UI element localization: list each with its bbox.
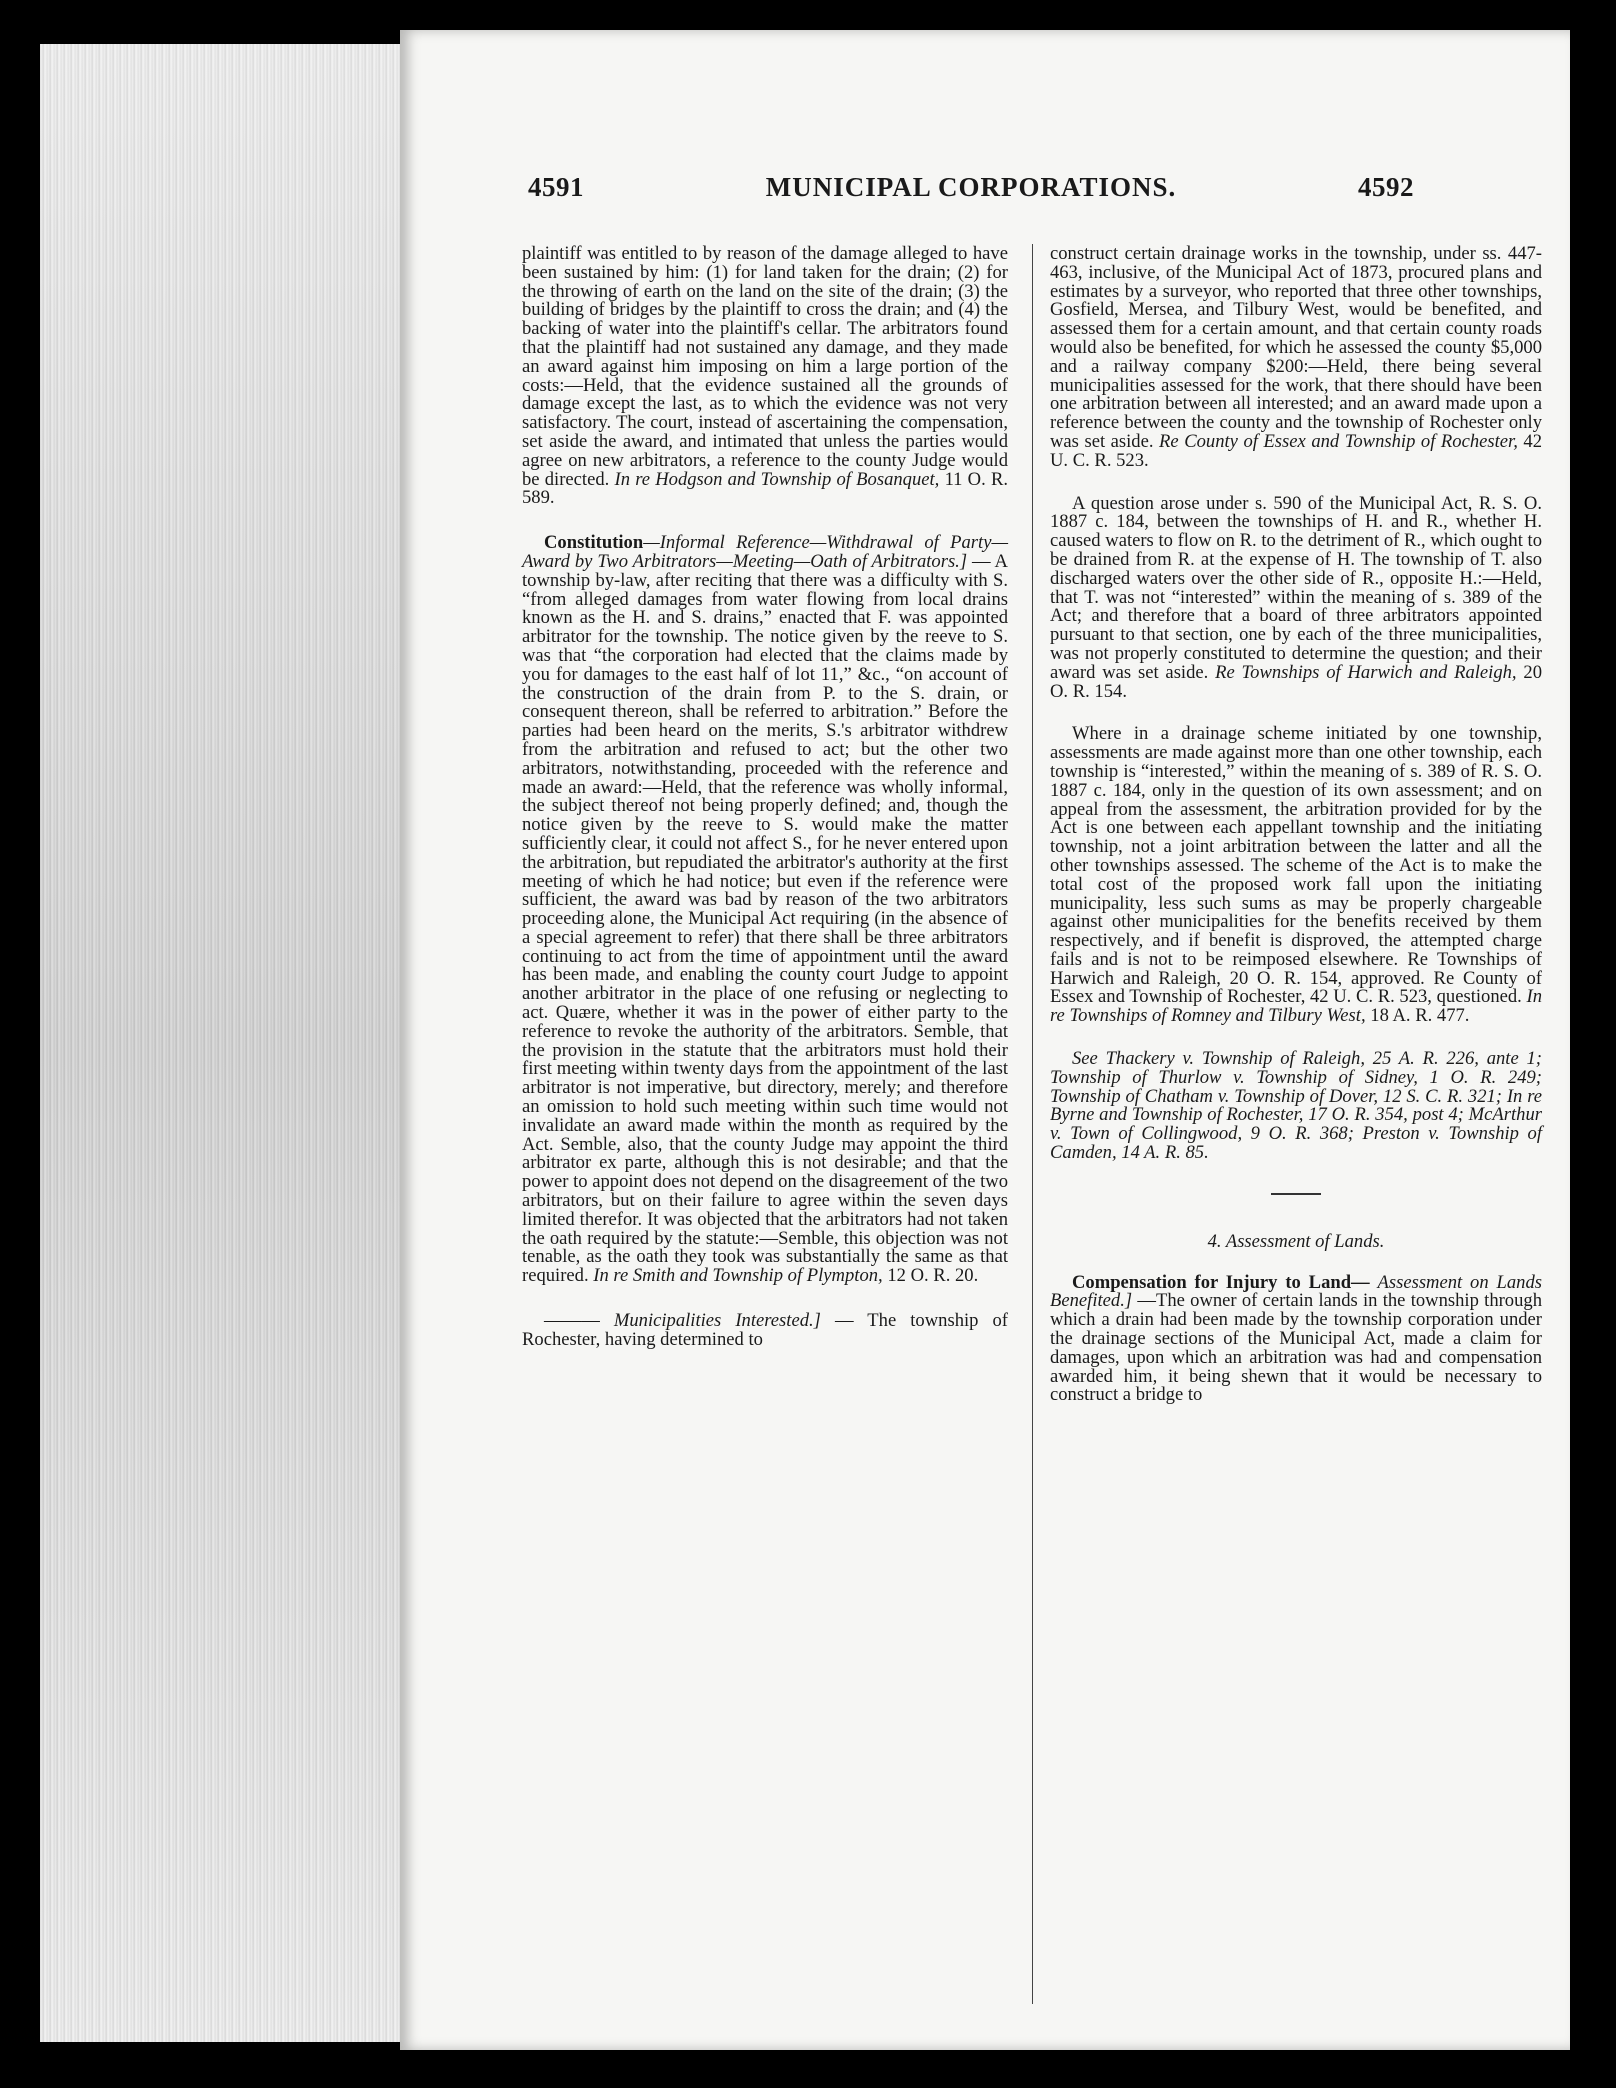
paragraph xyxy=(522,534,1008,1286)
paragraph xyxy=(1050,1050,1542,1163)
case-citation: In re Smith and Township of Plympton, xyxy=(593,1265,883,1287)
paragraph-text: — A township by-law, after reciting that there was a difficulty with S. “from alleged damages from water flowing from local drains known as the H. and S. drains,” enacted that F. was appointed arbitrator for the township. The notice given by the reeve to S. was that “the corporation had elected that the claims made by you for damages to the east half of lot 11,” &c., “on account of the construction of the drain from P. to the S. drain, or consequent thereon, shall be referred to arbitration.” Before the parties had been heard on the merits, S.'s arbitrator withdrew from the arbitration and refused to act; but the other two arbitrators, notwithstanding, proceeded with the reference and made an award:—Held, that the reference was wholly informal, the subject thereof not being properly defined; and, though the notice given by the reeve to S. would make the matter sufficiently clear, it could not affect S., for he never entered upon the arbitration, but repudiated the arbitrator's authority at the first meeting of which he had notice; but even if the reference were sufficient, the award was bad by reason of the two arbitrators proceeding alone, the Municipal Act requiring (in the absence of a special agreement to refer) that there shall be three arbitrators continuing to act from the time of appointment until the award has been made, and enabling the county court Judge to appoint another arbitrator in the place of one refusing or neglecting to act. Quære, whether it was in the power of either party to the reference to revoke the authority of the arbitrators. Semble, that the provision in the statute that the arbitrators must hold their first meeting within twenty days from the appointment of the last arbitrator is not imperative, but directory, merely; and therefore an omission to hold such meeting within such time would not invalidate an award made within the month as required by the Act. Semble, also, that the county Judge may appoint the third arbitrator ex parte, although this is not desirable; and that the power to appoint does not depend on the disagreement of the two arbitrators, but on their failure to agree within the seven days limited therefor. It was objected that the arbitrators had not taken the oath required by the statute:—Semble, this objection was not tenable, as the oath they took was substantially the same as that required. xyxy=(522,550,1008,1287)
topic-heading: Compensation for Injury to Land— xyxy=(1072,1271,1370,1293)
left-column xyxy=(522,245,1008,1350)
topic-subheading: —Informal Reference—Withdrawal of Party—Award by Two Arbitrators—Meeting—Oath of Arbitrators.] xyxy=(522,532,1008,572)
paragraph-text: —The owner of certain lands in the township through which a drain had been made by the township corporation under the drainage sections of the Municipal Act, made a claim for damages, upon which an arbitration was had and compensation awarded him, it being shewn that it would be necessary to construct a bridge to xyxy=(1050,1290,1542,1406)
paragraph-text: — The township of Rochester, having determined to xyxy=(522,1310,1009,1350)
paragraph-text: plaintiff was entitled to by reason of the damage alleged to have been sustained by him: (1) for land taken for the drain; (2) for the throwing of earth on the land on the site of the drain; (3) the building of bridges by the plaintiff to cross the drain; and (4) the backing of water into the plaintiff's cellar. The arbitrators found that the plaintiff had not sustained any damage, and they made an award against him imposing on him a large portion of the costs:—Held, that the evidence sustained all the grounds of damage except the last, as to which the evidence was not very satisfactory. The court, instead of ascertaining the compensation, set aside the award, and intimated that unless the parties would agree on new arbitrators, a reference to the county Judge would be directed. xyxy=(522,243,1008,490)
case-citation: Re Townships of Harwich and Raleigh, xyxy=(1215,661,1517,683)
book-page-edges xyxy=(40,44,400,2042)
section-title: 4. Assessment of Lands. xyxy=(1207,1230,1385,1252)
paragraph xyxy=(1050,1271,1542,1406)
dash-lead: ——— xyxy=(544,1310,600,1332)
see-label: See xyxy=(1072,1048,1098,1070)
column-rule xyxy=(1032,244,1033,2004)
case-reference: 42 U. C. R. 523. xyxy=(1050,430,1542,471)
paragraph xyxy=(522,245,1008,508)
right-column xyxy=(1050,245,1542,1405)
case-citation: In re Hodgson and Township of Bosanquet, xyxy=(614,468,940,490)
cross-references: Thackery v. Township of Raleigh, 25 A. R. 226, ante 1; Township of Thurlow v. Township of Sidney, 1 O. R. 249; Township of Chatham v. Township of Dover, 12 S. C. R. 321; In re Byrne and Township of Rochester, 17 O. R. 354, post 4; McArthur v. Town of Collingwood, 9 O. R. 368; Preston v. Township of Camden, 14 A. R. 85. xyxy=(1050,1048,1542,1164)
paragraph xyxy=(1050,725,1542,1026)
case-citation: Re County of Essex and Township of Rochester, xyxy=(1159,430,1518,452)
paragraph xyxy=(1050,245,1542,471)
paragraph xyxy=(1050,492,1543,702)
paragraph-text: A question arose under s. 590 of the Municipal Act, R. S. O. 1887 c. 184, between the townships of H. and R., whether H. caused waters to flow on R. to the detriment of R., which ought to be drained from R. at the expense of H. The township of T. also discharged waters over the other side of R., opposite H.:—Held, that T. was not “interested” within the meaning of s. 389 of the Act; and therefore that a board of three arbitrators appointed pursuant to that section, one by each of the three municipalities, was not properly constituted to determine the question; and their award was set aside. xyxy=(1050,492,1542,683)
book-page xyxy=(400,30,1570,2050)
case-reference: 20 O. R. 154. xyxy=(1050,661,1543,702)
section-separator xyxy=(1271,1193,1321,1195)
case-reference: 11 O. R. 589. xyxy=(522,468,1009,509)
topic-heading: Constitution xyxy=(544,532,644,554)
page-number-left: 4591 xyxy=(528,172,584,202)
topic-subheading: Municipalities Interested.] xyxy=(613,1310,821,1332)
paragraph-text: construct certain drainage works in the township, under ss. 447-463, inclusive, of the Municipal Act of 1873, procured plans and estimates by a surveyor, who reported that three other townships, Gosfield, Mersea, and Tilbury West, would be benefited, and assessed them for a certain amount, and that certain county roads would also be benefited, for which he assessed the county $5,000 and a railway company $200:—Held, there being several municipalities assessed for the work, that there should have been one arbitration between all interested; and an award made upon a reference between the county and the township of Rochester only was set aside. xyxy=(1050,243,1542,452)
case-reference: 12 O. R. 20. xyxy=(887,1265,979,1287)
page-header xyxy=(528,172,1414,212)
case-citation: In re Townships of Romney and Tilbury West, xyxy=(1050,986,1542,1027)
running-title: MUNICIPAL CORPORATIONS. xyxy=(765,172,1177,202)
paragraph xyxy=(522,1312,1008,1350)
case-reference: 18 A. R. 477. xyxy=(1370,1005,1470,1027)
paragraph-text: Where in a drainage scheme initiated by one township, assessments are made against more than one other township, each township is “interested,” within the meaning of s. 389 of R. S. O. 1887 c. 184, only in the question of its own assessment; and on appeal from the assessment, the arbitration provided for by the Act is one between each appellant township and the initiating township, not a joint arbitration between the latter and all the other townships assessed. The scheme of the Act is to make the total cost of the proposed work fall upon the initiating municipality, less such sums as may be properly chargeable against other municipalities for the benefits received by them respectively, and if benefit is disproved, the attempted charge fails and is not to be reimposed elsewhere. Re Townships of Harwich and Raleigh, 20 O. R. 154, approved. Re County of Essex and Township of Rochester, 42 U. C. R. 523, questioned. xyxy=(1050,723,1542,1008)
topic-subheading: Assessment on Lands Benefited.] xyxy=(1050,1271,1542,1312)
page-number-right: 4592 xyxy=(1358,172,1414,202)
